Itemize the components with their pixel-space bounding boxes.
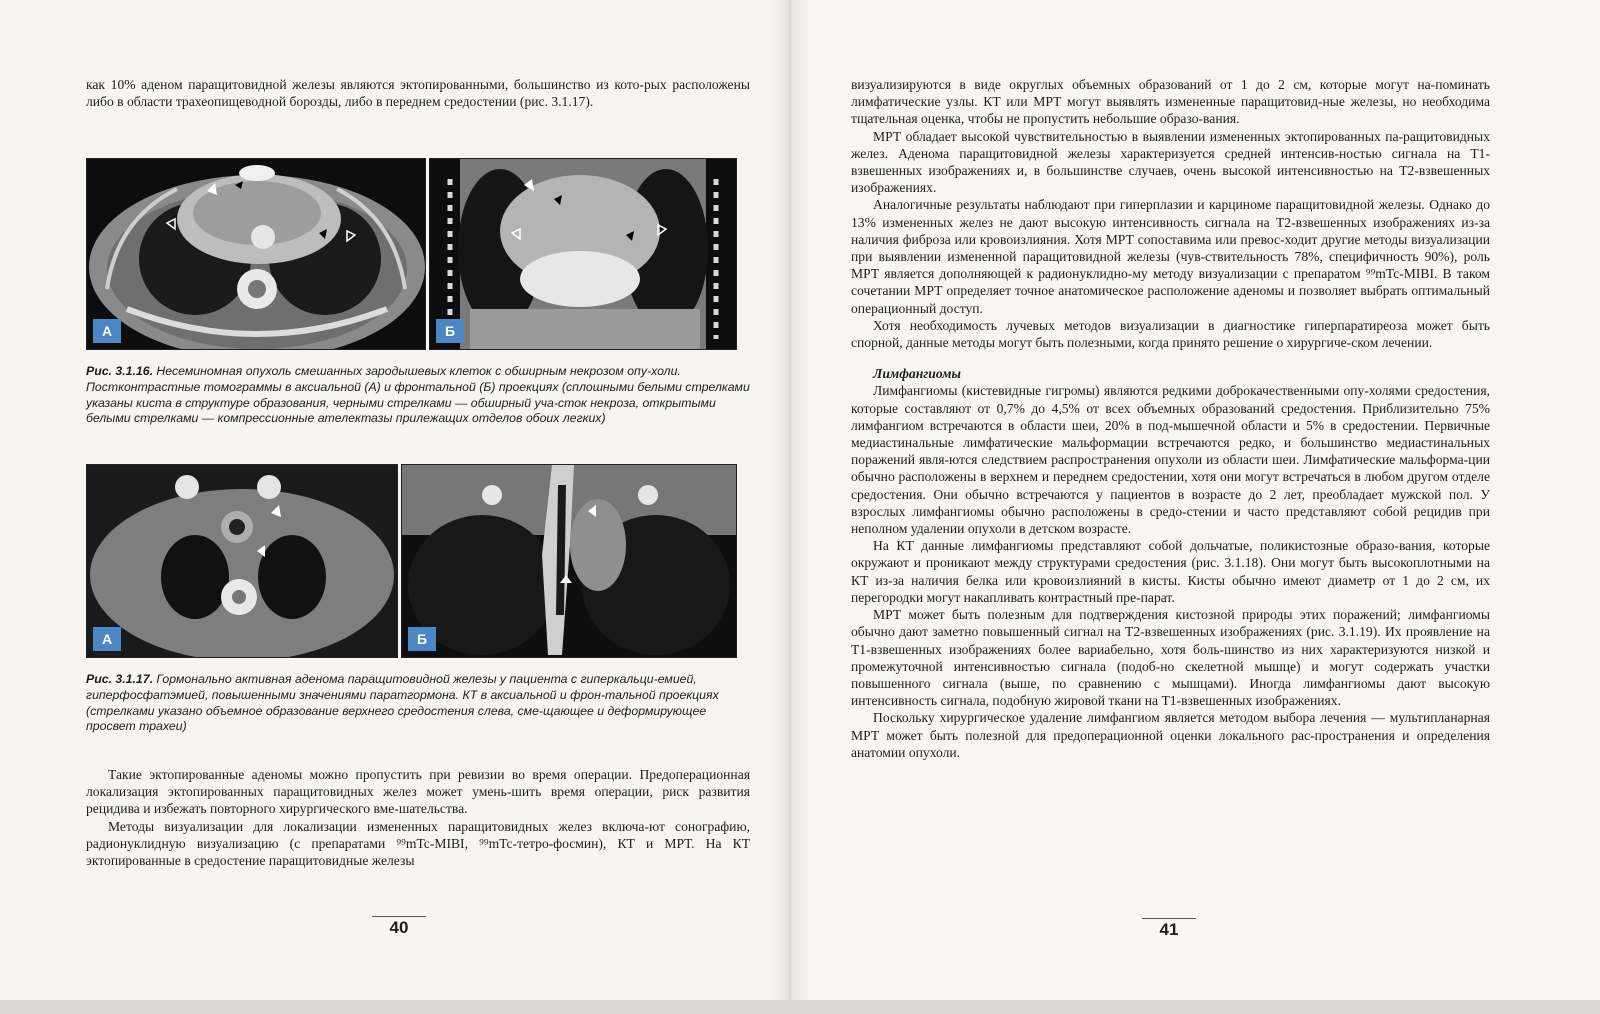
left-paragraph-1: Такие эктопированные аденомы можно пропустить при ревизии во время операции. Предоперационная локализация эктопированных паращитовидных желез может умень-шить время операции, риск развития рецидива и избежать повторного хирургического вме-шательства. [86,767,750,817]
section-heading: Лимфангиомы [873,366,961,382]
right-paragraph-3: Аналогичные результаты наблюдают при гиперплазии и карциноме паращитовидной железы. Однако до 13% измененных желез не дают высокую интенсивность сигнала на Т2-взвешенных изображениях из-за наличия фиброза или кровоизлияния. Хотя МРТ сопоставима или превос-ходит другие методы визуализации при выявлении измененной паращитовидной железы (чув-ствительность 78%, специфичность 90%), роль МРТ является дополняющей к радионуклидно-му методу визуализации с препаратом ⁹⁹mTc-MIBI. В таком сочетании МРТ определяет точное анатомическое расположение аденомы и позволяет выбрать оптимальный операционный доступ. [851,197,1490,316]
ct-image-axial-16a [86,158,426,350]
figure-3-1-17-caption-text: Гормонально активная аденома паращитовидной железы у пациента с гиперкальци-емией, гиперфосфатэмией, повышенными значениями паратгормона. КТ в аксиальной и фрон-тальной проекциях (стрелками указано объемное образование верхнего средостения слева, сме-щающее и деформирующее просвет трахеи) [86,672,719,734]
right-body-text [851,76,1490,761]
scan-bottom-edge [0,1000,1600,1014]
right-paragraph-1: визуализируются в виде округлых объемных образований от 1 до 2 см, которые могут на-поминать лимфатические узлы. КТ или МРТ могут выявлять измененные паращитовид-ные железы, но необходима тщательная оценка, чтобы не пропустить небольшие образо-вания. [851,77,1490,127]
ct-axial-chest-illustration [87,159,425,349]
right-paragraph-5: Лимфангиомы (кистевидные гигромы) являются редкими доброкачественными опу-холями средостения, которые составляют от 0,7% до 4,5% от всех объемных образований средостения. Приблизительно 75% лимфангиом встречаются в области шеи, 20% в под-мышечной области и 5% в средостении. Первичные медиастинальные лимфатические мальформации встречаются редко, и большинство медиастинальных поражений явля-ются следствием распространения опухоли из области шеи. Лимфатические мальформа-ции обычно расположены в верхнем и переднем средостении, хотя они могут встречаться в любом другом отделе средостения. Они обычно встречаются у пациентов в возрасте до 2 лет, преобладает мужской пол. У взрослых лимфангиомы обычно расположены в средо-стении и часто представляют собой рецидив при неполном удалении опухоли в детском возрасте. [851,383,1490,537]
right-paragraph-4: Хотя необходимость лучевых методов визуализации в диагностике гиперпаратиреоза может быть спорной, данные методы могут быть полезными, когда принято решение о хирургиче-ском лечении. [851,317,1490,351]
ct-axial-neck-illustration [87,465,397,657]
ct-image-axial-17a [86,464,398,658]
page-number-left: 40 [372,916,426,939]
left-paragraph-2: Методы визуализации для локализации измененных паращитовидных желез включа-ют сонографию, радионуклидную визуализацию (с препаратами ⁹⁹mTc-MIBI, ⁹⁹mTc-тетро-фосмин), КТ и МРТ. На КТ эктопированные в средостение паращитовидные железы [86,818,750,869]
figure-3-1-16-caption-label: Рис. 3.1.16. [86,364,153,378]
left-body-text [86,766,750,869]
ct-coronal-chest-illustration [430,159,736,349]
right-paragraph-8: Поскольку хирургическое удаление лимфангиом является методом выбора лечения — мультипланарная МРТ может быть полезной для предоперационной оценки локального рас-пространения и определения анатомии опухоли. [851,710,1490,760]
figure-3-1-16 [86,158,736,350]
ct-coronal-neck-illustration [402,465,736,657]
figure-3-1-17-caption-label: Рис. 3.1.17. [86,672,153,686]
figure-3-1-17 [86,464,736,658]
ct-image-coronal-16b [429,158,737,350]
right-paragraph-7: МРТ может быть полезным для подтверждения кистозной природы этих поражений; лимфангиомы обычно дают заметно повышенный сигнал на Т2-взвешенных изображениях (рис. 3.1.19). Их проявление на Т1-взвешенных изображениях более вариабельно, хотя боль-шинство из них характеризуются низкой и промежуточной интенсивностью сигнала (подоб-но скелетной мышце) и могут содержать участки повышенного сигнала (выше, по сравнению с мышцами). Иногда лимфангиомы дают высокую интенсивность сигнала, подобную жировой ткани на Т1-взвешенных изображениях. [851,607,1490,709]
right-paragraph-2: МРТ обладает высокой чувствительностью в выявлении измененных эктопированных па-ращитовидных желез. Аденома паращитовидной железы характеризуется средней интенсив-ностью сигнала на Т1-взвешенных изображениях и, в большинстве случаев, очень высокой интенсивностью на Т2-взвешенных изображениях. [851,128,1490,196]
panel-label-a: А [93,319,121,343]
panel-label-b: Б [408,627,436,651]
ct-image-coronal-17b [401,464,737,658]
left-page [0,0,790,1000]
left-intro-paragraph: как 10% аденом паращитовидной железы являются эктопированными, большинство из кото-рых расположены либо в области трахеопищеводной борозды, либо в переднем средостении (рис. 3.1.17). [86,77,750,110]
page-number-right: 41 [1142,918,1196,941]
right-paragraph-6: На КТ данные лимфангиомы представляют собой дольчатые, поликистозные образо-вания, которые окружают и проникают между структурами средостения (рис. 3.1.18). Они могут быть высокоплотными на КТ из-за наличия белка или кровоизлияний в кисты. Кисты обычно имеют диаметр от 1 до 2 см, их перегородки могут накапливать контрастный пре-парат. [851,538,1490,605]
panel-label-a: А [93,627,121,651]
figure-3-1-16-caption-text: Несеминомная опухоль смешанных зародышевых клеток с обширным некрозом опу-холи. Постконтрастные томограммы в аксиальной (А) и фронтальной (Б) проекциях (сплошными белыми стрелками указаны киста в структуре образования, черными стрелками — обширный уча-сток некроза, открытыми белыми стрелками — компрессионные ателектазы прилежащих отделов обоих легких) [86,364,750,426]
right-page [790,0,1600,1000]
figure-3-1-17-caption [86,672,750,735]
book-gutter-shadow [770,0,810,1000]
left-intro-block [86,76,750,110]
figure-3-1-16-caption [86,364,750,427]
panel-label-b: Б [436,319,464,343]
